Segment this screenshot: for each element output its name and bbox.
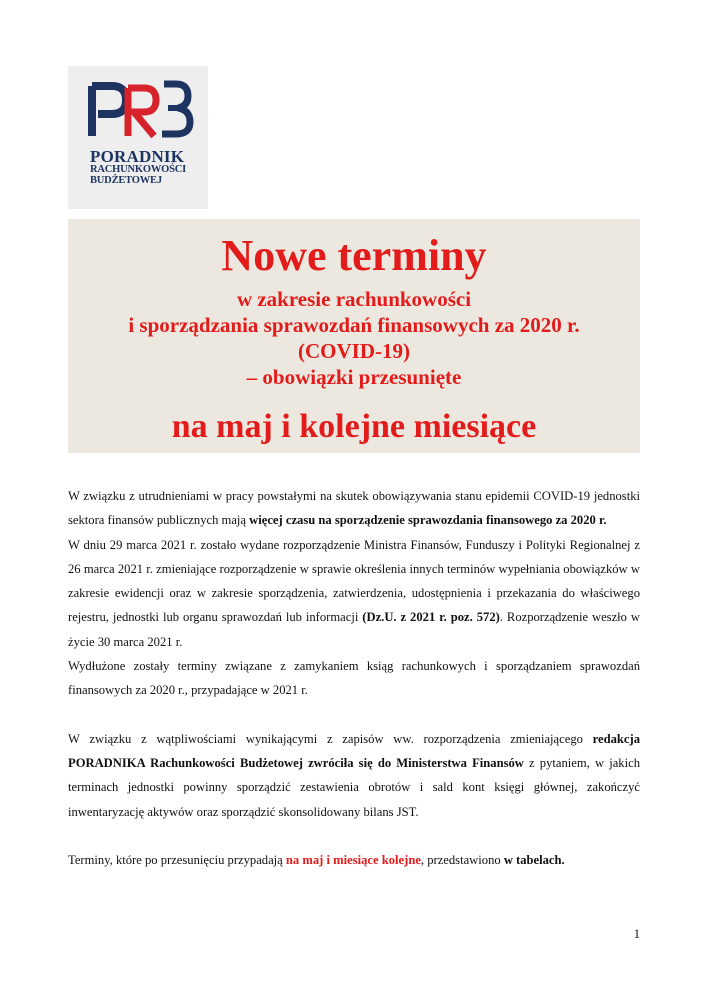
banner-line-1: w zakresie rachunkowości [236,287,472,311]
p1-bold: więcej czasu na sporządzenie sprawozdania finansowego za 2020 r. [249,513,607,528]
paragraph-5 [68,848,640,872]
prb-logo [68,66,208,209]
logo-line-1: PORADNIK [90,147,185,166]
banner-line-4: – obowiązki przesunięte [246,365,462,389]
p4-text-end: z pytaniem, w jakich terminach jednostki powinny sporządzić zestawienia obrotów i sald kont księgi głównej, zakończyć inwentaryzację aktywów oraz sporządzić skonsolidowany bilans JST. [68,755,640,819]
p5-text: Terminy, które po przesunięciu przypadają [68,852,286,867]
p5-text-mid: , przedstawiono [420,852,504,867]
banner-title-2: na maj i kolejne miesiące [171,408,537,445]
paragraph-3: Wydłużone zostały terminy związane z zamykaniem ksiąg rachunkowych i sporządzaniem sprawozdań finansowych za 2020 r., przypadające w 2021 r. [68,659,640,698]
paragraph-4 [68,727,640,824]
banner-subtitle [68,286,640,390]
p1-text: W związku z utrudnieniami w pracy powstałymi na skutek obowiązywania stanu epidemii COVID-19 jednostki sektora finansów publicznych mają [68,489,640,528]
logo-line-3: BUDŻETOWEJ [90,174,162,186]
logo-text [90,148,186,186]
title-banner [68,219,640,453]
paragraph-1 [68,484,640,533]
p4-bold: redakcja PORADNIKA Rachunkowości Budżetowej zwróciła się do Ministerstwa Finansów [68,731,640,770]
p5-bold: w tabelach. [503,852,565,867]
p2-text: W dniu 29 marca 2021 r. zostało wydane rozporządzenie Ministra Finansów, Funduszy i Polityki Regionalnej z 26 marca 2021 r. zmieniające rozporządzenie w sprawie określenia innych terminów wypełniania obowiązków w zakresie ewidencji oraz w zakresie sporządzenia, zatwierdzenia, udostępnienia i przekazania do właściwego rejestru, jednostki lub organu sprawozdań lub informacji [68,537,640,625]
article-body [68,484,640,872]
p5-red: na maj i miesiące kolejne [285,852,421,867]
paragraph-2 [68,533,640,654]
p4-text: W związku z wątpliwościami wynikającymi z zapisów ww. rozporządzenia zmieniającego [68,731,593,746]
banner-line-3: (COVID-19) [298,339,410,363]
p2-citation: (Dz.U. z 2021 r. poz. 572) [362,610,500,625]
p2-text-end: . Rozporządzenie weszło w życie 30 marca 2021 r. [68,610,641,649]
logo-line-2: RACHUNKOWOŚCI [90,164,186,175]
banner-title: Nowe terminy [221,231,487,280]
prb-logo-mark [68,66,208,146]
banner-line-2: i sporządzania sprawozdań finansowych za 2020 r. [128,313,580,337]
page-number: 1 [633,927,640,941]
